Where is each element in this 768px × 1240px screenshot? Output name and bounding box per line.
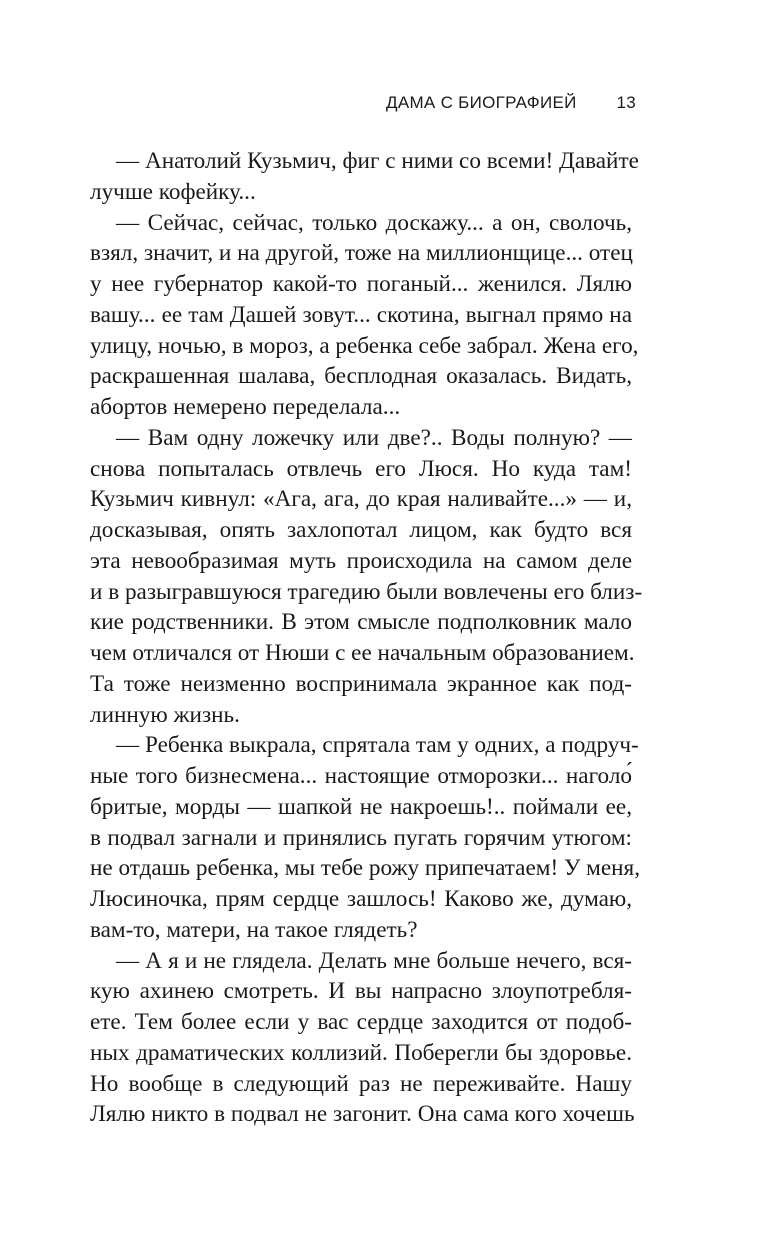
text-line: линную жизнь.	[90, 701, 240, 728]
text-line: Та тоже неизменно воспринимала экранное как под-	[90, 670, 632, 697]
running-title: ДАМА С БИОГРАФИЕЙ	[386, 93, 577, 112]
text-line: Лялю никто в подвал не загонит. Она сама кого хочешь	[90, 1101, 635, 1128]
text-line: абортов немерено переделала...	[90, 394, 401, 420]
text-line: Кузьмич кивнул: «Ага, ага, до края наливайте...» — и,	[90, 486, 632, 513]
text-line: ете. Тем более если у вас сердце заходится от подоб-	[90, 1009, 632, 1035]
text-line: раскрашенная шалава, бесплодная оказалась. Видать,	[90, 363, 632, 390]
running-header	[386, 93, 636, 123]
text-line: у нее губернатор какой-то поганый... женился. Лялю	[90, 271, 632, 297]
text-line: Но вообще в следующий раз не переживайте. Нашу	[90, 1070, 632, 1097]
text-line: взял, значит, и на другой, тоже на миллионщице... отец	[90, 240, 633, 267]
text-line: и в разыгравшуюся трагедию были вовлечены его близ-	[90, 578, 643, 605]
text-line: вам-то, матери, на такое глядеть?	[90, 916, 418, 943]
text-line: — Ребенка выкрала, спрятала там у одних, а подруч-	[116, 732, 639, 759]
text-line: — Сейчас, сейчас, только доскажу... а он, сволочь,	[116, 209, 632, 236]
text-line: Люсиночка, прям сердце зашлось! Каково же, думаю,	[90, 886, 632, 912]
text-line: — Анатолий Кузьмич, фиг с ними со всеми! Давайте	[116, 148, 639, 174]
text-line: кие родственники. В этом смысле подполковник мало	[90, 609, 632, 636]
text-line: досказывая, опять захлопотал лицом, как будто вся	[90, 517, 632, 543]
text-line: — Вам одну ложечку или две?.. Воды полную? —	[116, 424, 632, 451]
text-line: лучше кофейку...	[90, 178, 256, 205]
text-line: — А я и не глядела. Делать мне больше нечего, вся-	[116, 947, 632, 974]
text-line: ных драматических коллизий. Поберегли бы здоровье.	[90, 1039, 632, 1066]
text-line: кую ахинею смотреть. И вы напрасно злоупотребля-	[90, 978, 632, 1005]
page-number: 13	[616, 93, 636, 112]
text-line: снова попыталась отвлечь его Люся. Но куда там!	[90, 455, 632, 482]
text-line: чем отличался от Нюши с ее начальным образованием.	[90, 640, 635, 666]
text-line: ные того бизнесмена... настоящие отморозки... наголо́	[90, 763, 632, 789]
body-text	[90, 146, 643, 1130]
text-line: вашу... ее там Дашей зовут... скотина, выгнал прямо на	[90, 301, 632, 328]
text-line: эта невообразимая муть происходила на самом деле	[90, 547, 632, 574]
text-line: бритые, морды — шапкой не накроешь!.. поймали ее,	[90, 793, 632, 820]
text-line: улицу, ночью, в мороз, а ребенка себе забрал. Жена его,	[90, 332, 639, 359]
text-line: в подвал загнали и принялись пугать горячим утюгом:	[90, 824, 632, 851]
text-line: не отдашь ребенка, мы тебе рожу припечатаем! У меня,	[90, 855, 641, 882]
